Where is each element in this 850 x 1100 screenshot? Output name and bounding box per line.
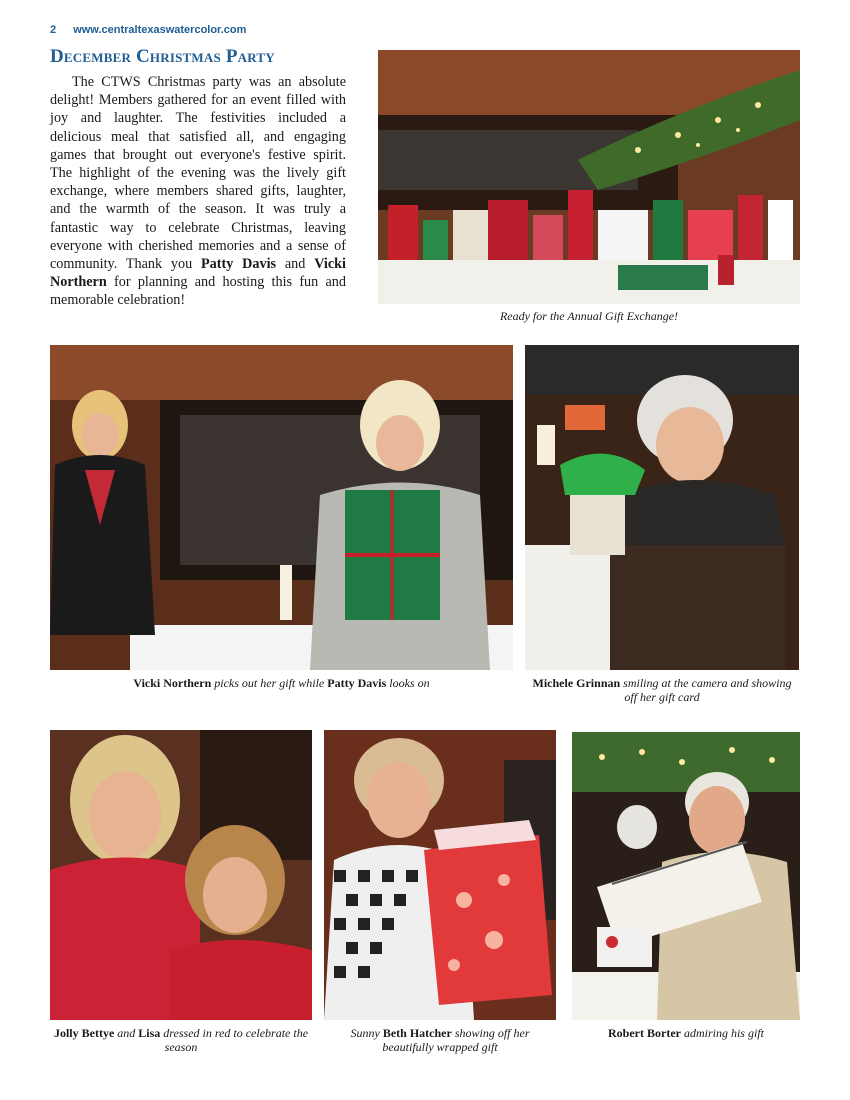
caption-name-robert: Robert Borter [608, 1026, 681, 1040]
site-url-link[interactable]: www.centraltexaswatercolor.com [73, 24, 247, 36]
gift-table-photo [378, 50, 800, 304]
caption-name-vicki: Vicki Northern [133, 676, 212, 690]
bettye-lisa-caption: Jolly Bettye and Lisa dressed in red to celebrate the season [53, 1026, 309, 1054]
vicki-patty-caption: Vicki Northern picks out her gift while Patty Davis looks on [133, 676, 430, 690]
bettye-lisa-photo [50, 730, 312, 1020]
vicki-patty-photo [50, 345, 513, 670]
robert-caption: Robert Borter admiring his gift [608, 1026, 764, 1040]
caption-name-michele: Michele Grinnan [532, 676, 621, 690]
article-title: December Christmas Party [50, 46, 275, 67]
article-body [50, 73, 346, 310]
host-name-1: Patty Davis [201, 256, 277, 273]
beth-caption: Sunny Beth Hatcher showing off her beautifully wrapped gift [350, 1026, 530, 1054]
robert-photo [572, 732, 800, 1020]
page-number: 2 [50, 24, 57, 36]
body-text-1: The CTWS Christmas party was an absolute delight! Members gathered for an event filled with joy and laughter. The festivities included a delicious meal that satisfied all, and engaging games that brought out everyone's festive spirit. The highlight of the evening was the lively gift exchange, where members shared gifts, laughter, and the warmth of the season. It was truly a fantastic way to celebrate Christmas, leaving everyone with cherished memories and a sense of community. Thank you [50, 74, 346, 273]
caption-name-bettye: Jolly Bettye [53, 1026, 115, 1040]
beth-photo [324, 730, 556, 1020]
body-and: and [276, 256, 315, 273]
caption-name-patty: Patty Davis [327, 676, 387, 690]
michele-caption: Michele Grinnan smiling at the camera and showing off her gift card [532, 676, 792, 704]
gift-table-caption-text: Ready for the Annual Gift Exchange! [499, 309, 679, 323]
gift-table-caption [378, 309, 800, 323]
body-text-2: for planning and hosting this fun and memorable celebration! [50, 274, 346, 309]
michele-photo [525, 345, 799, 670]
host-name-2: Vicki Northern [50, 256, 346, 291]
page-header [50, 24, 246, 36]
caption-name-lisa: Lisa [138, 1026, 161, 1040]
caption-name-beth: Beth Hatcher [382, 1026, 452, 1040]
